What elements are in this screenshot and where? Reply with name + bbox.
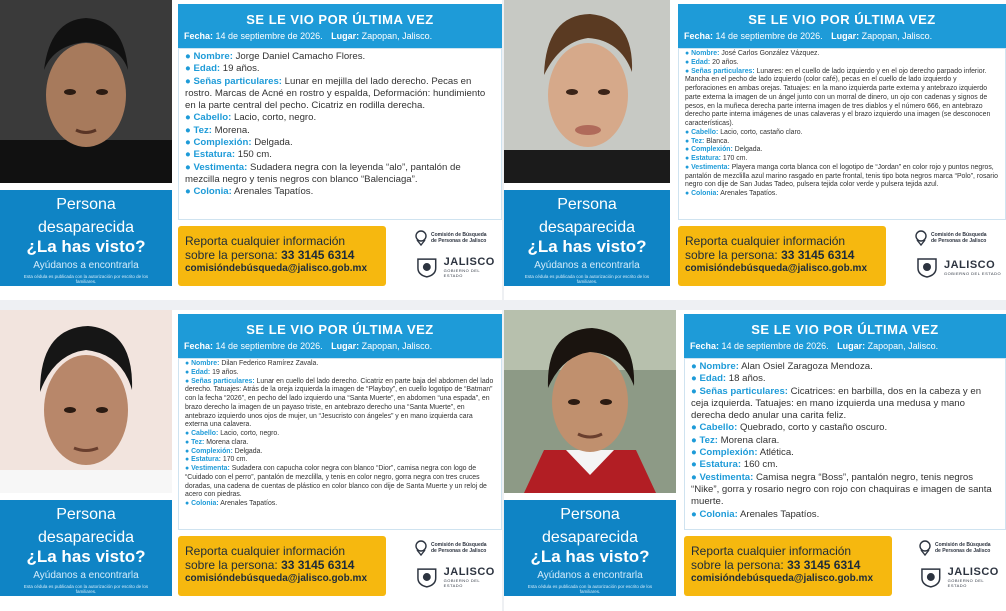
email-link[interactable]: comisióndebúsqueda@jalisco.gob.mx (185, 263, 368, 274)
complexion-label: Complexión: (193, 137, 252, 149)
estatura-value: 150 cm. (237, 149, 272, 161)
small-print: Esta cédula es publicada con la autorización por escrito de los familiares. (23, 584, 149, 594)
missing-banner-4 (504, 500, 676, 596)
estatura-label: Estatura: (699, 459, 742, 471)
desaparecida-label: desaparecida (541, 529, 639, 546)
comision-line-1: Comisión de Búsqueda (431, 542, 487, 548)
location-pin-icon (914, 230, 928, 246)
gobierno-label: GOBIERNO DEL ESTADO (443, 268, 480, 278)
missing-banner-1 (0, 190, 172, 286)
jalisco-shield-icon (918, 566, 944, 588)
complexion-label: Complexión: (191, 447, 233, 455)
edad-label: Edad: (191, 368, 211, 376)
missing-person-card-1 (0, 0, 502, 300)
complexion-label: Complexión: (699, 447, 758, 459)
missing-person-card-3 (0, 310, 502, 611)
senas-value: Cicatrices: en barbilla, dos en la cabeza y en ceja izquierda. Tatuajes: en mano izquierda una medusa y mano derecha dedo anular una carita feliz. (691, 385, 982, 422)
vestimenta-value: Camisa negra “Boss”, pantalón negro, tenis negros “Nike”, gorra y rosario negro con rojo con chaquiras e imagen de santa muerte. (691, 471, 992, 508)
person-photo-2 (504, 0, 670, 183)
fecha-value: 14 de septiembre de 2026. (215, 341, 323, 351)
cabello-label: Cabello: (193, 112, 232, 124)
colonia-value: Arenales Tapatíos. (233, 186, 314, 198)
logos-block-2 (914, 230, 1004, 286)
nombre-label: Nombre: (691, 50, 720, 57)
edad-label: Edad: (699, 373, 727, 385)
cabello-value: Lacio, corto, castaño claro. (720, 128, 803, 136)
reporta-line-1: Reporta cualquier información (691, 544, 852, 558)
colonia-value: Arenales Tapatíos. (720, 190, 778, 197)
location-pin-icon (414, 540, 428, 556)
reporta-line-1: Reporta cualquier información (185, 234, 346, 248)
report-box-3 (178, 536, 386, 596)
reporta-line-2: sobre la persona: (691, 558, 784, 572)
vestimenta-label: Vestimenta: (699, 471, 754, 483)
small-print: Esta cédula es publicada con la autorización por escrito de los familiares. (527, 584, 653, 594)
estatura-value: 170 cm. (222, 456, 248, 464)
phone-number[interactable]: 33 3145 6314 (281, 248, 355, 262)
tez-value: Blanca. (706, 137, 730, 145)
cabello-label: Cabello: (691, 128, 719, 136)
senas-label: Señas particulares: (691, 67, 755, 75)
estatura-label: Estatura: (191, 456, 221, 464)
date-place-line-3 (184, 341, 432, 351)
cabello-value: Quebrado, corto y castaño oscuro. (740, 422, 888, 434)
jalisco-label: JALISCO (944, 258, 996, 271)
comision-line-2: de Personas de Jalisco (431, 238, 487, 244)
jalisco-shield-icon (914, 256, 940, 278)
cabello-value: Lacio, corto, negro. (220, 430, 280, 437)
person-info-1: ● Nombre: Jorge Daniel Camacho Flores. ● Edad: 19 años. ● Señas particulares: Lunar en mejilla del lado derecho. Pecas en rostro. Marcas de Acné en rostro y espalda, Deformación: hundimiento en la parte central del pecho. Cicatriz en rodilla derecha. ● Cabello: Lacio, corto, negro. ● Tez: Morena. ● Complexión: Delgada. ● Estatura: 150 cm. ● Vestimenta: Sudadera negra con la leyenda “alo”, pantalón de mezcilla negro y tenis negros con blanco “Balenciaga”. ● Colonia: Arenales Tapatíos. (178, 48, 502, 220)
fecha-label: Fecha: (690, 341, 720, 351)
nombre-value: Dilan Federico Ramírez Zavala. (221, 360, 319, 367)
vestimenta-value: Sudadera con capucha color negra con blanco “Dior”, camisa negra con logo de “Cuidado con el perro”, pantalón de mezclilla, y tenis en color negro, gorra negra con tres cruces doradas, una cadena de cuentas de plástico en color blanco con dije de Santa Muerte y un reloj de acero con piedras. (185, 465, 487, 499)
missing-person-card-4 (504, 310, 1006, 611)
email-link[interactable]: comisióndebúsqueda@jalisco.gob.mx (685, 263, 868, 274)
edad-value: 20 años. (712, 58, 739, 66)
vestimenta-label: Vestimenta: (193, 161, 248, 173)
la-has-visto-label: ¿La has visto? (527, 237, 647, 256)
persona-label: Persona (56, 506, 116, 523)
gobierno-label: GOBIERNO DEL ESTADO (944, 270, 1002, 276)
ayudanos-label: Ayúdanos a encontrarla (33, 260, 139, 271)
nombre-label: Nombre: (191, 360, 220, 367)
complexion-value: Delgada. (254, 137, 293, 149)
missing-banner-2 (504, 190, 670, 286)
estatura-value: 170 cm. (722, 155, 748, 162)
desaparecida-label: desaparecida (538, 219, 636, 236)
senas-value: Lunares: en el cuello de lado izquierdo y en el ojo derecho parpado inferior. Mancha en el pecho de lado izquierdo (color café), pecas en el cuello de lado izquierdo y perforaciones en ambas orejas. Tatuajes: en la mano izquierda parte externa y antebrazo izquierdo parte externa la imagen de un ángel junto con un morral de dinero, un ojo con cadenas y signos de pesos, en la muñeca derecha parte interna imagen de tres diablos y el número 666, en antebrazo derecho parte interna imágenes de unas calaveras y el brazo izquierdo una imagen (se desconocen características). (685, 67, 991, 127)
senas-label: Señas particulares: (193, 75, 282, 87)
person-info-4: ● Nombre: Alan Osiel Zaragoza Mendoza. ● Edad: 18 años. ● Señas particulares: Cicatrices: en barbilla, dos en la cabeza y en ceja izquierda. Tatuajes: en mano izquierda una medusa y mano derecha dedo anular una carita feliz. ● Cabello: Quebrado, corto y castaño oscuro. ● Tez: Morena clara. ● Complexión: Atlética. ● Estatura: 160 cm. ● Vestimenta: Camisa negra “Boss”, pantalón negro, tenis negros “Nike”, gorra y rosario negro con rojo con chaquiras e imagen de santa muerte. ● Colonia: Arenales Tapatíos. (684, 358, 1006, 530)
la-has-visto-label: ¿La has visto? (26, 547, 146, 566)
date-place-line-1 (184, 31, 432, 41)
fecha-label: Fecha: (184, 341, 214, 351)
comision-line-1: Comisión de Búsqueda (931, 232, 987, 238)
jalisco-label: JALISCO (443, 256, 495, 268)
comision-line-2: de Personas de Jalisco (431, 548, 487, 554)
senas-value: Lunar en cuello del lado derecho. Cicatriz en parte baja del abdomen del lado derecho. Tatuajes: Atrás de la oreja izquierda la imagen de “Playboy”, en cuello logotipo de “Batman” con la fecha “2026”, en pecho del lado izquierdo una “Santa Muerte”, en abdomen “una espada”, en brazo derecho la imagen de un payaso triste, en antebrazo derecho una “Santa Muerte”, en antebrazo izquierdo unos ojos de mujer, un “Jesucristo con ángeles” y en mano izquierda cara externa una calavera. (185, 377, 494, 429)
jalisco-shield-icon (414, 256, 440, 278)
edad-value: 19 años. (222, 63, 260, 75)
reporta-line-2: sobre la persona: (185, 248, 278, 262)
lugar-value: Zapopan, Jalisco. (361, 31, 433, 41)
person-info-2: ● Nombre: José Carlos González Vázquez. ● Edad: 20 años. ● Señas particulares: Lunares: en el cuello de lado izquierdo y en el ojo derecho parpado inferior. Mancha en el pecho de lado izquierdo (color café), pecas en el cuello de lado izquierdo y perforaciones en ambas orejas. Tatuajes: en la mano izquierda parte externa y antebrazo izquierdo parte externa la imagen de un ángel junto con un morral de dinero, un ojo con cadenas y signos de pesos, en la muñeca derecha parte interna imagen de tres diablos y el número 666, en antebrazo derecho parte interna imágenes de unas calaveras y el brazo izquierdo una imagen (se desconocen características). ● Cabello: Lacio, corto, castaño claro. ● Tez: Blanca. ● Complexión: Delgada. ● Estatura: 170 cm. ● Vestimenta: Playera manga corta blanca con el logotipo de “Jordan” en color rojo y puntos negros, pantalón de mezclilla azul marino rasgado en parte frontal, tenis tipo bota negros marca “Polo”, rosario negro con dije de San Judas Tadeo, pulsera tejida color verde y pulsera tejida azul. ● Colonia: Arenales Tapatíos. (678, 48, 1006, 220)
missing-person-card-2 (504, 0, 1006, 300)
lugar-value: Zapopan, Jalisco. (861, 31, 933, 41)
nombre-value: Jorge Daniel Camacho Flores. (235, 51, 366, 62)
vestimenta-value: Sudadera negra con la leyenda “alo”, pantalón de mezcilla negro y tenis negros con blanco “Balenciaga”. (185, 161, 461, 185)
reporta-line-2: sobre la persona: (685, 248, 778, 262)
tez-value: Morena clara. (206, 438, 249, 446)
missing-banner-3 (0, 500, 172, 596)
phone-number[interactable]: 33 3145 6314 (787, 558, 861, 572)
fecha-label: Fecha: (184, 31, 214, 41)
email-link[interactable]: comisióndebúsqueda@jalisco.gob.mx (185, 573, 368, 584)
tez-value: Morena. (214, 124, 250, 136)
person-photo-4 (504, 310, 676, 493)
jalisco-label: JALISCO (443, 566, 495, 578)
cabello-value: Lacio, corto, negro. (234, 112, 317, 124)
complexion-label: Complexión: (691, 146, 733, 154)
tez-label: Tez: (691, 137, 705, 145)
lugar-label: Lugar: (837, 341, 866, 351)
comision-line-1: Comisión de Búsqueda (935, 542, 991, 548)
desaparecida-label: desaparecida (37, 219, 135, 236)
ayudanos-label: Ayúdanos a encontrarla (537, 570, 643, 581)
lugar-label: Lugar: (331, 31, 360, 41)
senas-label: Señas particulares: (699, 385, 788, 397)
jalisco-shield-icon (414, 566, 440, 588)
email-link[interactable]: comisióndebúsqueda@jalisco.gob.mx (691, 573, 874, 584)
edad-value: 18 años. (728, 373, 766, 385)
phone-number[interactable]: 33 3145 6314 (281, 558, 355, 572)
persona-label: Persona (560, 506, 620, 523)
complexion-value: Delgada. (734, 146, 763, 154)
senas-value: Lunar en mejilla del lado derecho. Pecas en rostro. Marcas de Acné en rostro y espalda, Deformación: hundimiento en la parte central del pecho. Cicatriz en rodilla derecha. (185, 75, 486, 112)
person-photo-1 (0, 0, 172, 183)
header-title: SE LE VIO POR ÚLTIMA VEZ (246, 12, 434, 27)
vestimenta-value: Playera manga corta blanca con el logotipo de “Jordan” en color rojo y puntos negros, pantalón de mezclilla azul marino rasgado en parte frontal, tenis tipo bota negros marca “Polo”, rosario negro con dije de San Judas Tadeo, pulsera tejida color verde y pulsera tejida azul. (685, 163, 998, 189)
header-title: SE LE VIO POR ÚLTIMA VEZ (246, 322, 434, 337)
estatura-label: Estatura: (691, 155, 721, 162)
lugar-label: Lugar: (331, 341, 360, 351)
date-place-line-4 (690, 341, 938, 351)
last-seen-header-1 (178, 4, 502, 48)
header-title: SE LE VIO POR ÚLTIMA VEZ (748, 12, 936, 27)
jalisco-label: JALISCO (947, 566, 999, 578)
colonia-label: Colonia: (699, 508, 738, 520)
phone-number[interactable]: 33 3145 6314 (781, 248, 855, 262)
report-box-1 (178, 226, 386, 286)
lugar-label: Lugar: (831, 31, 860, 41)
vestimenta-label: Vestimenta: (691, 163, 730, 171)
nombre-value: José Carlos González Vázquez. (721, 50, 820, 57)
estatura-label: Estatura: (193, 149, 236, 161)
tez-label: Tez: (699, 434, 718, 446)
fecha-value: 14 de septiembre de 2026. (721, 341, 829, 351)
cabello-label: Cabello: (191, 430, 219, 437)
persona-label: Persona (557, 196, 617, 213)
last-seen-header-2 (678, 4, 1006, 48)
logos-block-4 (918, 540, 1004, 596)
senas-label: Señas particulares: (191, 377, 255, 385)
colonia-value: Arenales Tapatíos. (739, 508, 820, 520)
comision-line-2: de Personas de Jalisco (935, 548, 991, 554)
report-box-4 (684, 536, 892, 596)
reporta-line-1: Reporta cualquier información (685, 234, 846, 248)
fecha-value: 14 de septiembre de 2026. (215, 31, 323, 41)
nombre-value: Alan Osiel Zaragoza Mendoza. (741, 361, 873, 372)
vestimenta-label: Vestimenta: (191, 465, 230, 472)
person-info-3: ● Nombre: Dilan Federico Ramírez Zavala. ● Edad: 19 años. ● Señas particulares: Lunar en cuello del lado derecho. Cicatriz en parte baja del abdomen del lado derecho. Tatuajes: Atrás de la oreja izquierda la imagen de “Playboy”, en cuello logotipo de “Batman” con la fecha “2026”, en pecho del lado izquierdo una “Santa Muerte”, en abdomen “una espada”, en brazo derecho la imagen de un payaso triste, en antebrazo derecho una “Santa Muerte”, en antebrazo izquierdo unos ojos de mujer, un “Jesucristo con ángeles” y en mano izquierda cara externa una calavera. ● Cabello: Lacio, corto, negro. ● Tez: Morena clara. ● Complexión: Delgada. ● Estatura: 170 cm. ● Vestimenta: Sudadera con capucha color negra con blanco “Dior”, camisa negra con logo de “Cuidado con el perro”, pantalón de mezclilla, y tenis en color negro, gorra negra con tres cruces doradas, una cadena de cuentas de plástico en color blanco con dije de Santa Muerte y un reloj de acero con piedras. ● Colonia: Arenales Tapatíos. (178, 358, 502, 530)
colonia-label: Colonia: (691, 190, 719, 197)
logos-block-3 (414, 540, 500, 596)
location-pin-icon (414, 230, 428, 246)
nombre-label: Nombre: (699, 361, 739, 372)
header-title: SE LE VIO POR ÚLTIMA VEZ (751, 322, 939, 337)
ayudanos-label: Ayúdanos a encontrarla (33, 570, 139, 581)
estatura-value: 160 cm. (743, 459, 778, 471)
edad-label: Edad: (193, 63, 221, 75)
last-seen-header-4 (684, 314, 1006, 358)
gobierno-label: GOBIERNO DEL ESTADO (947, 578, 984, 588)
fecha-value: 14 de septiembre de 2026. (715, 31, 823, 41)
nombre-label: Nombre: (193, 51, 233, 62)
lugar-value: Zapopan, Jalisco. (867, 341, 939, 351)
report-box-2 (678, 226, 886, 286)
location-pin-icon (918, 540, 932, 556)
date-place-line-2 (684, 31, 932, 41)
persona-label: Persona (56, 196, 116, 213)
tez-value: Morena clara. (720, 434, 780, 446)
desaparecida-label: desaparecida (37, 529, 135, 546)
small-print: Esta cédula es publicada con la autorización por escrito de los familiares. (524, 274, 650, 284)
comision-line-2: de Personas de Jalisco (931, 238, 987, 244)
cabello-label: Cabello: (699, 422, 738, 434)
fecha-label: Fecha: (684, 31, 714, 41)
person-photo-3 (0, 310, 172, 493)
tez-label: Tez: (193, 124, 212, 136)
la-has-visto-label: ¿La has visto? (26, 237, 146, 256)
colonia-value: Arenales Tapatíos. (220, 500, 278, 507)
edad-label: Edad: (691, 58, 711, 66)
small-print: Esta cédula es publicada con la autorización por escrito de los familiares. (23, 274, 149, 284)
tez-label: Tez: (191, 438, 205, 446)
gobierno-label: GOBIERNO DEL ESTADO (443, 578, 480, 588)
logos-block-1 (414, 230, 500, 286)
reporta-line-2: sobre la persona: (185, 558, 278, 572)
edad-value: 19 años. (212, 368, 239, 376)
complexion-value: Atlética. (759, 447, 794, 459)
ayudanos-label: Ayúdanos a encontrarla (534, 260, 640, 271)
reporta-line-1: Reporta cualquier información (185, 544, 346, 558)
colonia-label: Colonia: (193, 186, 232, 198)
complexion-value: Delgada. (234, 447, 263, 455)
last-seen-header-3 (178, 314, 502, 358)
comision-line-1: Comisión de Búsqueda (431, 232, 487, 238)
lugar-value: Zapopan, Jalisco. (361, 341, 433, 351)
colonia-label: Colonia: (191, 500, 219, 507)
la-has-visto-label: ¿La has visto? (530, 547, 650, 566)
